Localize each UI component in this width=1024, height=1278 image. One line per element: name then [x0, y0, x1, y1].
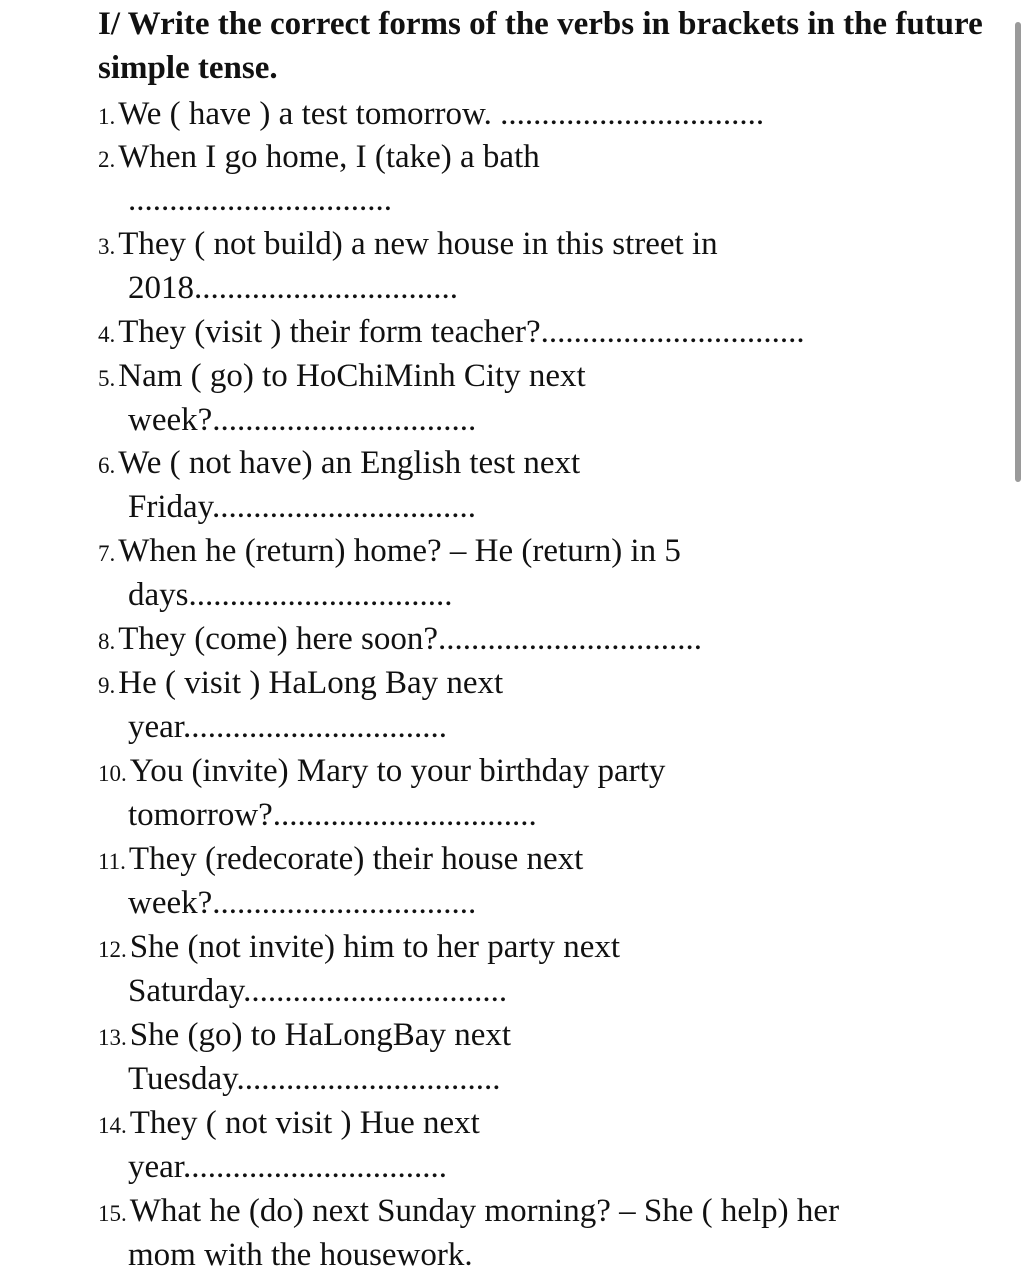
- item-text: She (go) to HaLongBay next: [129, 1017, 512, 1053]
- item-text: He ( visit ) HaLong Bay next: [118, 665, 504, 701]
- item-number: 5.: [98, 366, 116, 391]
- exercise-item-11: [98, 839, 583, 882]
- item-continuation: 2018................................: [128, 270, 458, 306]
- item-number: 7.: [98, 541, 116, 566]
- item-text: She (not invite) him to her party next: [129, 929, 621, 965]
- item-text: We ( not have) an English test next: [118, 445, 581, 481]
- item-number: 2.: [98, 147, 116, 172]
- item-number: 3.: [98, 234, 116, 259]
- item-text: They ( not visit ) Hue next: [129, 1105, 480, 1141]
- item-number: 13.: [98, 1025, 127, 1050]
- exercise-item-4: [98, 312, 805, 355]
- vertical-scrollbar[interactable]: [1012, 0, 1024, 1278]
- exercise-item-15: [98, 1191, 839, 1234]
- exercise-item-8: [98, 619, 702, 662]
- item-text: They (visit ) their form teacher?................................: [118, 314, 805, 350]
- item-number: 15.: [98, 1201, 127, 1226]
- item-continuation: week?................................: [128, 885, 477, 921]
- exercise-item-7: [98, 531, 681, 574]
- item-continuation: ................................: [128, 182, 392, 218]
- exercise-heading: I/ Write the correct forms of the verbs in brackets in the future simple tense.: [98, 6, 983, 86]
- exercise-item-9: [98, 663, 503, 706]
- item-number: 12.: [98, 937, 127, 962]
- exercise-item-12: [98, 927, 620, 970]
- item-number: 8.: [98, 629, 116, 654]
- item-number: 14.: [98, 1113, 127, 1138]
- item-continuation: year................................: [128, 709, 447, 745]
- item-continuation: mom with the housework.: [128, 1237, 473, 1273]
- item-continuation: Tuesday................................: [128, 1061, 501, 1097]
- item-continuation: tomorrow?................................: [128, 797, 537, 833]
- item-continuation: week?................................: [128, 402, 477, 438]
- item-text: They (come) here soon?................................: [118, 621, 703, 657]
- exercise-item-1: [98, 94, 764, 137]
- item-text: What he (do) next Sunday morning? – She ( help) her: [129, 1193, 840, 1229]
- item-number: 1.: [98, 104, 116, 129]
- item-text: Nam ( go) to HoChiMinh City next: [118, 358, 586, 394]
- exercise-item-6: [98, 443, 580, 486]
- item-text: When I go home, I (take) a bath: [118, 139, 540, 175]
- item-continuation: Saturday................................: [128, 973, 508, 1009]
- scrollbar-thumb[interactable]: [1015, 22, 1021, 482]
- item-text: We ( have ) a test tomorrow. ................................: [118, 96, 765, 132]
- item-text: They ( not build) a new house in this street in: [118, 226, 718, 262]
- item-number: 6.: [98, 453, 116, 478]
- item-number: 10.: [98, 761, 127, 786]
- exercise-item-13: [98, 1015, 511, 1058]
- exercise-item-3: [98, 224, 718, 267]
- item-text: When he (return) home? – He (return) in 5: [118, 533, 681, 569]
- item-number: 11.: [98, 849, 126, 874]
- item-text: You (invite) Mary to your birthday party: [129, 753, 666, 789]
- exercise-item-14: [98, 1103, 480, 1146]
- item-continuation: Friday................................: [128, 489, 477, 525]
- exercise-item-5: [98, 356, 586, 399]
- exercise-item-2: [98, 137, 540, 180]
- item-text: They (redecorate) their house next: [128, 841, 584, 877]
- item-continuation: days................................: [128, 577, 453, 613]
- item-number: 9.: [98, 673, 116, 698]
- item-number: 4.: [98, 322, 116, 347]
- exercise-item-10: [98, 751, 665, 794]
- item-continuation: year................................: [128, 1149, 447, 1185]
